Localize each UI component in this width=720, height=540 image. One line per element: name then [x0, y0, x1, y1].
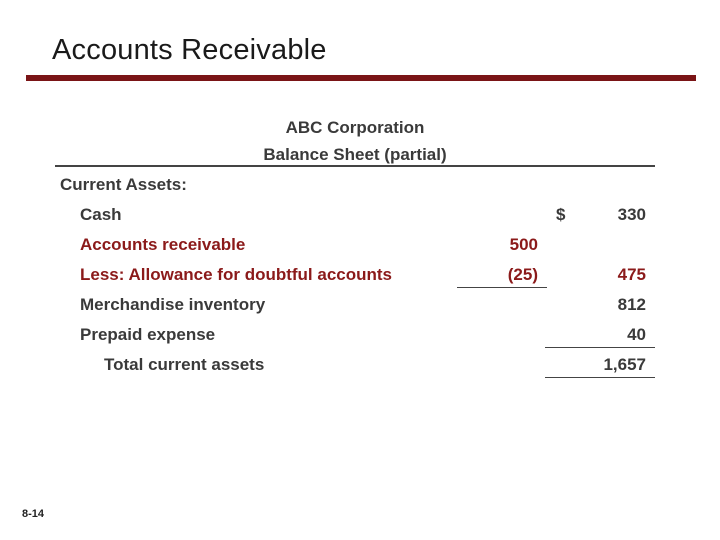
row-label-merchandise-inventory: Merchandise inventory: [80, 295, 266, 314]
title-divider: [26, 75, 696, 81]
row-label-prepaid-expense: Prepaid expense: [80, 325, 216, 344]
row-label-total-current-assets: Total current assets: [104, 355, 265, 374]
company-name: ABC Corporation: [285, 118, 425, 137]
row-value-net-receivable: 475: [617, 265, 646, 284]
subtotal-underline: [457, 287, 547, 288]
row-label-accounts-receivable: Accounts receivable: [80, 235, 246, 254]
header-underline: [55, 165, 655, 167]
row-value-total-current-assets: 1,657: [603, 355, 646, 374]
row-label-allowance: Less: Allowance for doubtful accounts: [80, 265, 393, 284]
row-value-accounts-receivable: 500: [509, 235, 538, 254]
row-label-cash: Cash: [80, 205, 122, 224]
statement-name: Balance Sheet (partial): [263, 145, 447, 164]
row-value-cash: 330: [617, 205, 646, 224]
row-value-prepaid-expense: 40: [627, 325, 646, 344]
total-underline: [545, 377, 655, 378]
row-value-allowance: (25): [507, 265, 538, 284]
total-overline: [545, 347, 655, 348]
dollar-sign: $: [556, 205, 566, 224]
slide-number: 8-14: [22, 508, 45, 520]
section-label: Current Assets:: [60, 175, 187, 194]
row-value-merchandise-inventory: 812: [617, 295, 646, 314]
slide-title: Accounts Receivable: [52, 34, 327, 66]
